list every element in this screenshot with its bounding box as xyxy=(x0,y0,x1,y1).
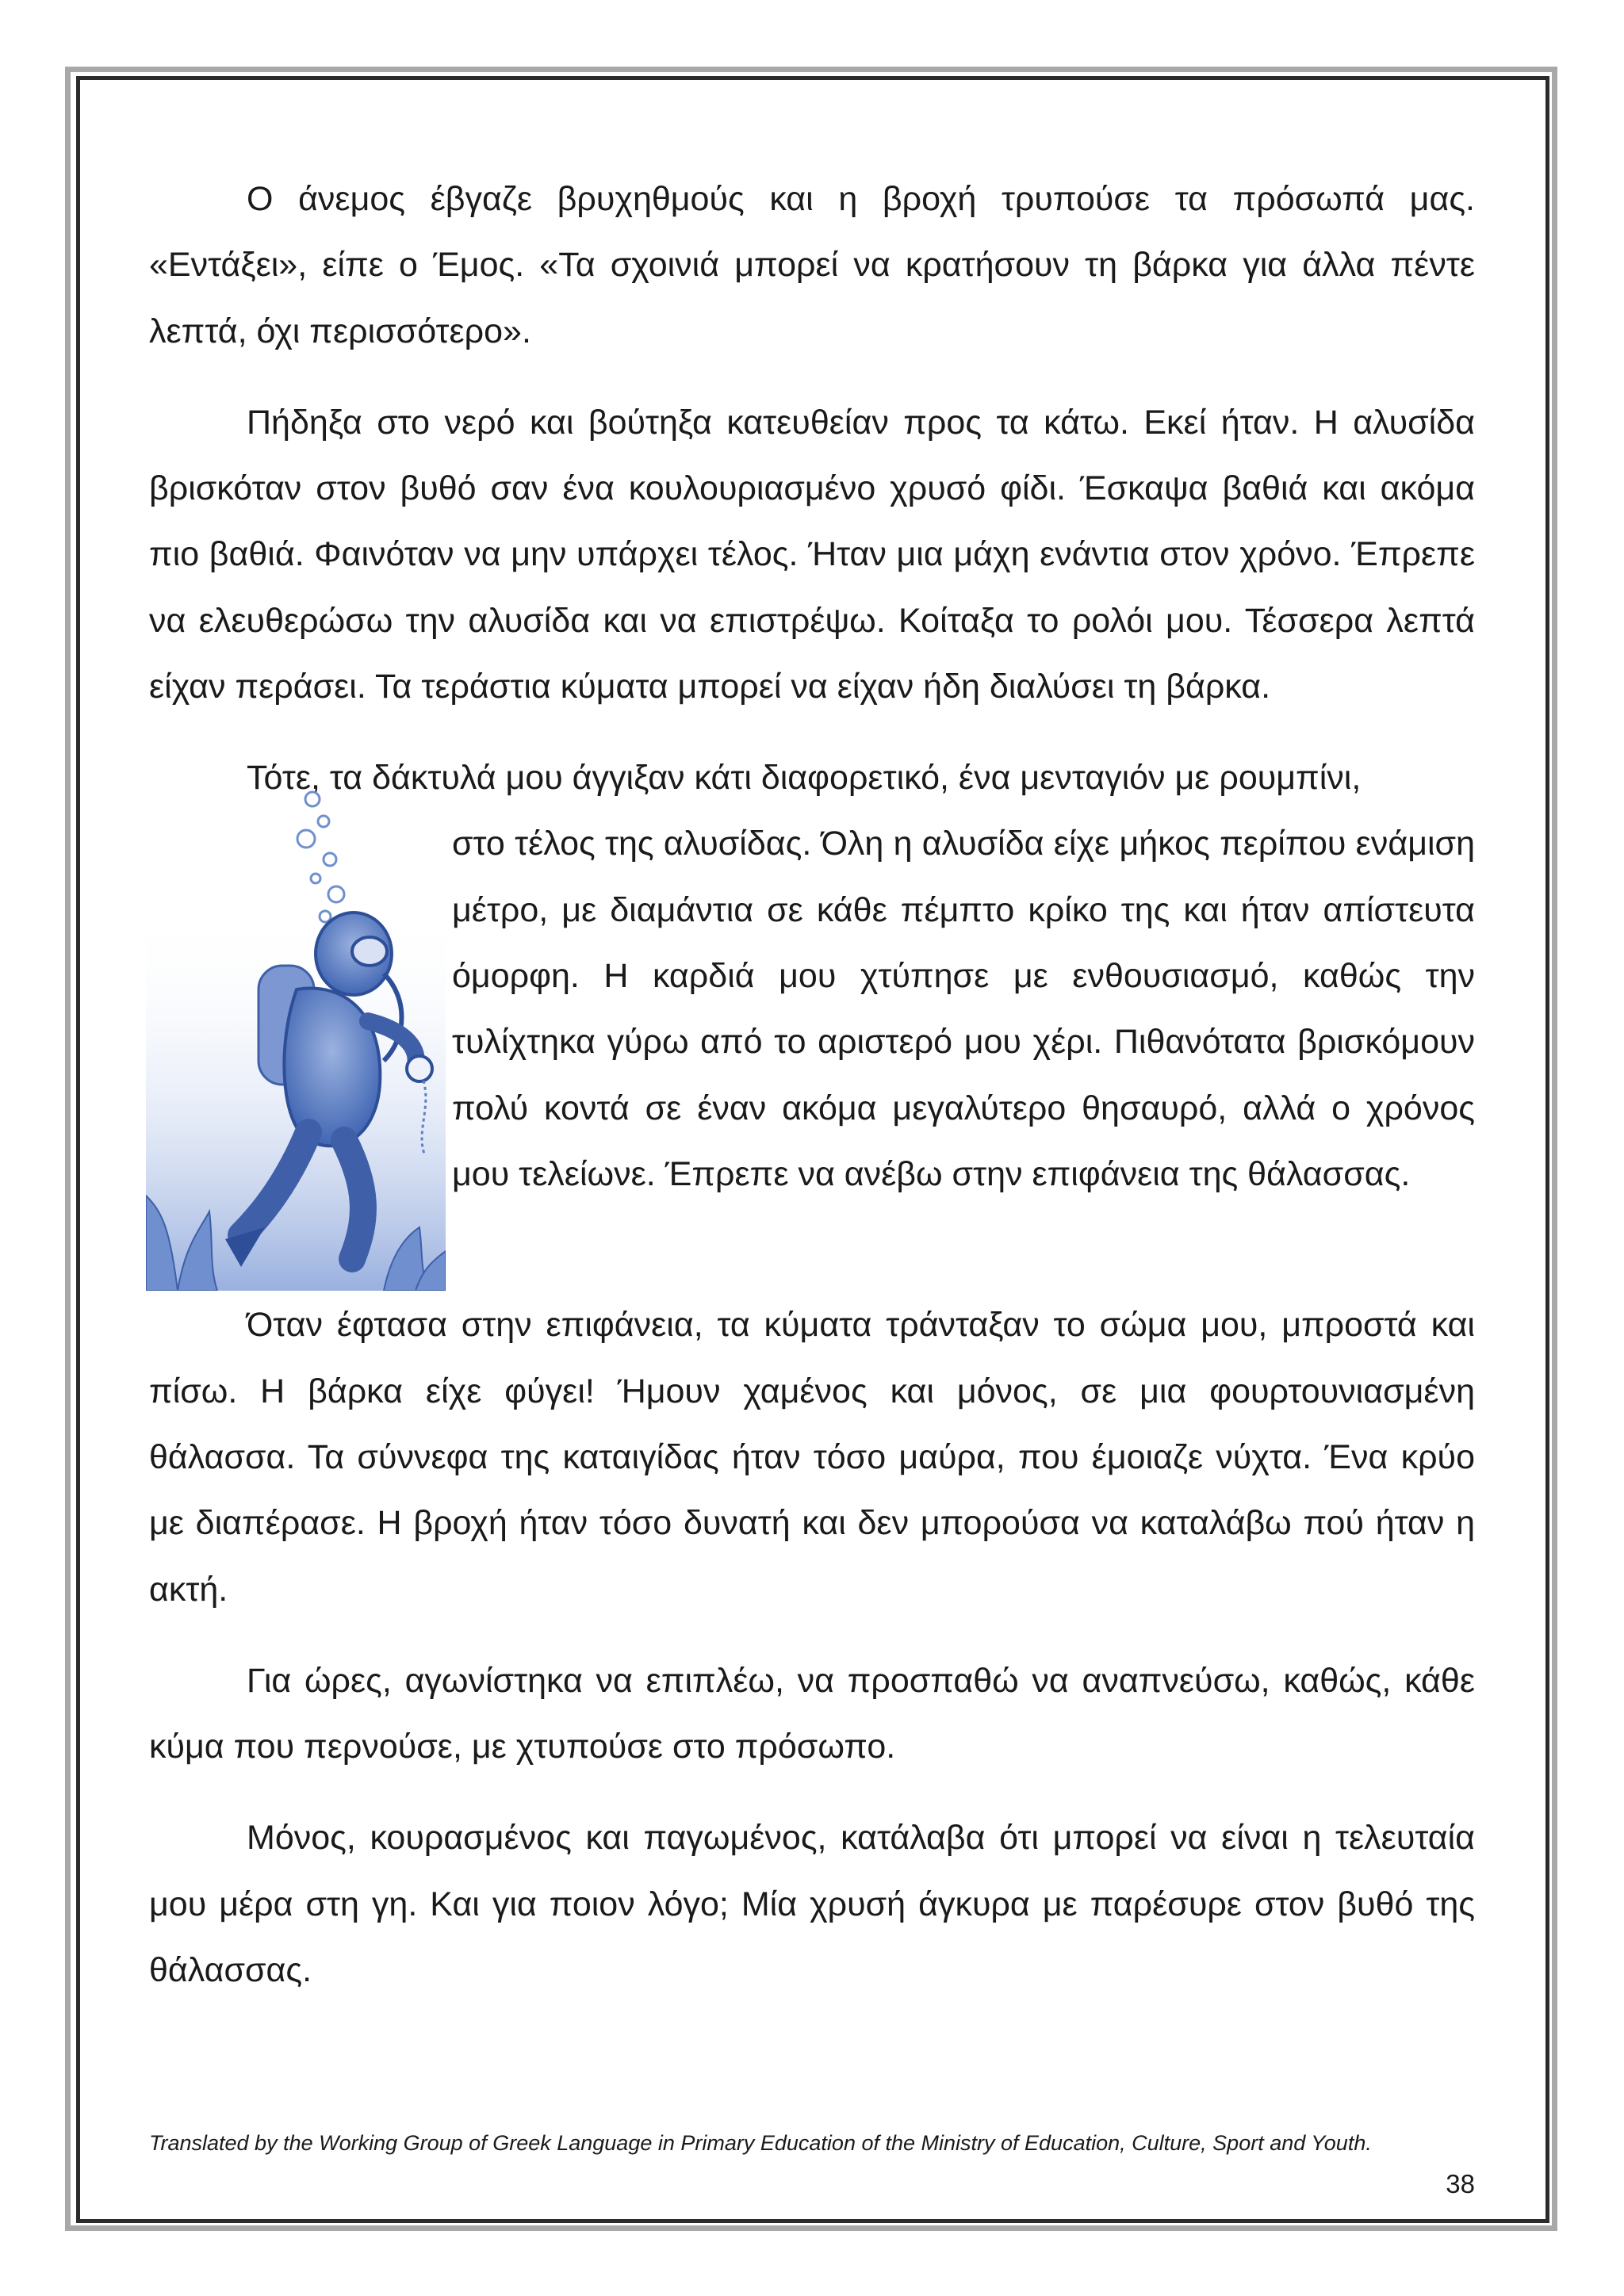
translation-credit: Translated by the Working Group of Greek Language in Primary Education of the Ministry of Education, Culture, Sport and Youth. xyxy=(149,2131,1372,2155)
diver-with-pendant-illustration xyxy=(146,783,446,1291)
paragraph-2: Πήδηξα στο νερό και βούτηξα κατευθείαν προς τα κάτω. Εκεί ήταν. Η αλυσίδα βρισκόταν στον βυθό σαν ένα κουλουριασμένο χρυσό φίδι. Έσκαψα βαθιά και ακόμα πιο βαθιά. Φαινόταν να μην υπάρχει τέλος. Ήταν μια μάχη ενάντια στον χρόνο. Έπρεπε να ελευθερώσω την αλυσίδα και να επιστρέψω. Κοίταξα το ρολόι μου. Τέσσερα λεπτά είχαν περάσει. Τα τεράστια κύματα μπορεί να είχαν ήδη διαλύσει τη βάρκα. xyxy=(149,403,1475,706)
wrapped-paragraph xyxy=(149,745,1475,1292)
paragraph-3-wrapped-text: στο τέλος της αλυσίδας. Όλη η αλυσίδα είχε μήκος περίπου ενάμιση μέτρο, με διαμάντια σε κάθε πέμπτο κρίκο της και ήταν απίστευτα όμορφη. Η καρδιά μου χτύπησε με ενθουσιασμό, καθώς την τυλίχτηκα γύρω από το αριστερό μου χέρι. Πιθανότατα βρισκόμουν πολύ κοντά σε έναν ακόμα μεγαλύτερο θησαυρό, αλλά ο χρόνος μου τελείωνε. Έπρεπε να ανέβω στην επιφάνεια της θάλασσας. xyxy=(452,825,1475,1193)
paragraph-5: Για ώρες, αγωνίστηκα να επιπλέω, να προσπαθώ να αναπνεύσω, καθώς, κάθε κύμα που περνούσε, με χτυπούσε στο πρόσωπο. xyxy=(149,1661,1475,1766)
page-number: 38 xyxy=(1446,2169,1475,2198)
paragraph-6: Μόνος, κουρασμένος και παγωμένος, κατάλαβα ότι μπορεί να είναι η τελευταία μου μέρα στη γη. Και για ποιον λόγο; Μία χρυσή άγκυρα με παρέσυρε στον βυθό της θάλασσας. xyxy=(149,1819,1475,1990)
paragraph-4: Όταν έφτασα στην επιφάνεια, τα κύματα τράνταξαν το σώμα μου, μπροστά και πίσω. Η βάρκα είχε φύγει! Ήμουν χαμένος και μόνος, σε μια φουρτουνιασμένη θάλασσα. Τα σύννεφα της καταιγίδας ήταν τόσο μαύρα, που έμοιαζε νύχτα. Ένα κρύο με διαπέρασε. Η βροχή ήταν τόσο δυνατή και δεν μπορούσα να καταλάβω πού ήταν η ακτή. xyxy=(149,1306,1475,1609)
story-text xyxy=(149,166,1475,2029)
paragraph-1: Ο άνεμος έβγαζε βρυχηθμούς και η βροχή τρυπούσε τα πρόσωπά μας. «Εντάξει», είπε ο Έμος. «Τα σχοινιά μπορεί να κρατήσουν τη βάρκα για άλλα πέντε λεπτά, όχι περισσότερο». xyxy=(149,180,1475,350)
paragraph-3-first-line: Τότε, τα δάκτυλά μου άγγιξαν κάτι διαφορετικό, ένα μενταγιόν με ρουμπίνι, xyxy=(247,759,1362,798)
